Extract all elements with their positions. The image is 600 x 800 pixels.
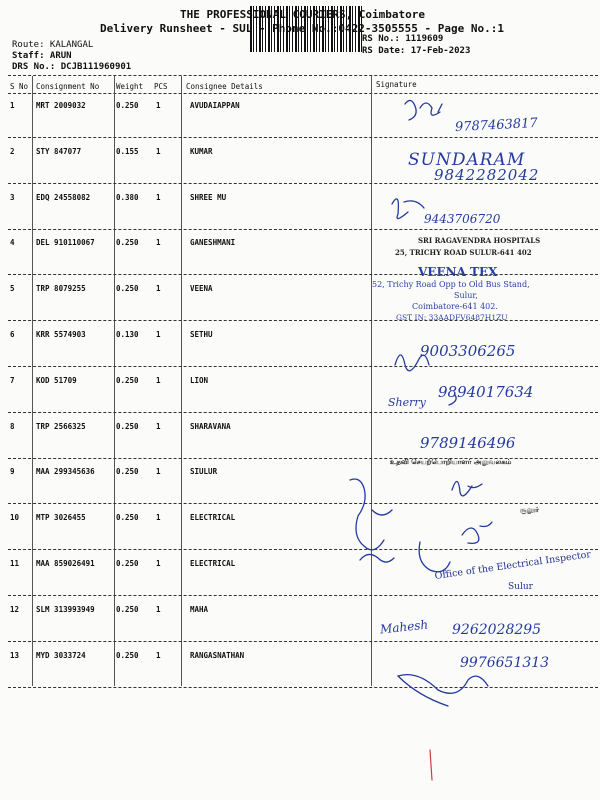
row-consignee: AVUDAIAPPAN <box>190 101 240 110</box>
row-weight: 0.250 <box>116 284 139 293</box>
row-consignee: VEENA <box>190 284 213 293</box>
col-header-pcs: PCS <box>154 82 168 91</box>
row-consignment-no: MAA 859026491 <box>36 559 95 568</box>
row-consignee: MAHA <box>190 605 209 614</box>
veena-stamp-addr1: 52, Trichy Road Opp to Old Bus Stand, <box>372 280 530 289</box>
row-weight: 0.250 <box>116 376 139 385</box>
signature-scribble <box>392 199 424 219</box>
staff-label: Staff: ARUN <box>12 51 72 61</box>
row-consignment-no: MAA 299345636 <box>36 467 95 476</box>
route-label: Route: KALANGAL <box>12 40 94 50</box>
row-weight: 0.380 <box>116 193 139 202</box>
row-pcs: 1 <box>156 422 161 431</box>
row-consignee: GANESHMANI <box>190 238 236 247</box>
handwritten-phone-row1: 9787463817 <box>454 115 539 136</box>
handwritten-phone-row2: 9842282042 <box>434 166 540 184</box>
row-consignment-no: EDQ 24558082 <box>36 193 91 202</box>
row-consignment-no: MTP 3026455 <box>36 513 86 522</box>
row-sno: 8 <box>10 422 15 431</box>
row-pcs: 1 <box>156 284 161 293</box>
row-pcs: 1 <box>156 513 161 522</box>
signature-scribble <box>430 750 432 780</box>
row-pcs: 1 <box>156 101 161 110</box>
row-weight: 0.130 <box>116 330 139 339</box>
drs-label: DRS No.: DCJB111960901 <box>12 62 132 72</box>
row-pcs: 1 <box>156 376 161 385</box>
row-pcs: 1 <box>156 147 161 156</box>
veena-stamp-addr3: Coimbatore-641 402. <box>412 302 498 311</box>
row-sno: 12 <box>10 605 20 614</box>
row-consignee: SIULUR <box>190 467 218 476</box>
row-consignee: KUMAR <box>190 147 213 156</box>
row-weight: 0.250 <box>116 651 139 660</box>
row-consignment-no: STY 847077 <box>36 147 82 156</box>
col-header-weight: Weight <box>116 82 144 91</box>
veena-stamp-name: VEENA TEX <box>418 265 498 279</box>
row-weight: 0.250 <box>116 605 139 614</box>
row-consignee: SHREE MU <box>190 193 227 202</box>
row-consignment-no: SLM 313993949 <box>36 605 95 614</box>
row-pcs: 1 <box>156 193 161 202</box>
row-weight: 0.250 <box>116 513 139 522</box>
row-sno: 9 <box>10 467 15 476</box>
row-consignment-no: KRR 5574903 <box>36 330 86 339</box>
signature-scribble <box>462 522 492 543</box>
row-consignment-no: TRP 8079255 <box>36 284 86 293</box>
row-pcs: 1 <box>156 559 161 568</box>
row-pcs: 1 <box>156 605 161 614</box>
handwritten-name-row7: Sherry <box>388 396 426 409</box>
row-consignment-no: MYD 3033724 <box>36 651 86 660</box>
col-header-signature: Signature <box>376 80 417 89</box>
rs-no-label: RS No.: 1119609 <box>362 34 444 44</box>
row-consignment-no: TRP 2566325 <box>36 422 86 431</box>
row-consignee: SHARAVANA <box>190 422 231 431</box>
row-consignee: ELECTRICAL <box>190 513 236 522</box>
row-consignee: LION <box>190 376 209 385</box>
row-consignment-no: MRT 2009032 <box>36 101 86 110</box>
row-sno: 1 <box>10 101 15 110</box>
col-header-consignment: Consignment No <box>36 82 100 91</box>
col-header-consignee: Consignee Details <box>186 82 263 91</box>
handwritten-phone-row6: 9003306265 <box>420 342 516 360</box>
signature-scribble <box>360 542 450 572</box>
handwritten-phone-row8: 9789146496 <box>420 434 516 452</box>
row-sno: 2 <box>10 147 15 156</box>
signature-scribble <box>398 675 488 706</box>
row-weight: 0.250 <box>116 559 139 568</box>
row-sno: 13 <box>10 651 20 660</box>
row-pcs: 1 <box>156 330 161 339</box>
veena-stamp-addr2: Sulur, <box>454 291 478 300</box>
row-consignee: SETHU <box>190 330 213 339</box>
signature-scribble <box>350 479 392 550</box>
hospital-stamp-line2: 25, TRICHY ROAD SULUR-641 402 <box>395 248 532 257</box>
handwritten-phone-row7: 9894017634 <box>438 383 534 401</box>
rs-date-label: RS Date: 17-Feb-2023 <box>362 46 471 56</box>
row-pcs: 1 <box>156 238 161 247</box>
row-weight: 0.250 <box>116 238 139 247</box>
row-sno: 10 <box>10 513 20 522</box>
handwritten-phone-row13: 9976651313 <box>460 655 550 671</box>
signature-scribble <box>405 100 442 120</box>
row-consignee: ELECTRICAL <box>190 559 236 568</box>
tamil-seal-text: உதவி செயற்பொறியாளர் அலுவலகம் <box>390 457 512 466</box>
row-weight: 0.250 <box>116 422 139 431</box>
electrical-stamp-line2: Sulur <box>508 582 533 592</box>
row-consignee: RANGASNATHAN <box>190 651 245 660</box>
row-consignment-no: DEL 910110067 <box>36 238 95 247</box>
handwritten-phone-row3: 9443706720 <box>424 212 501 226</box>
row-pcs: 1 <box>156 651 161 660</box>
company-title: THE PROFESSIONAL COURIERS, Coimbatore <box>180 8 426 21</box>
handwritten-phone-row12: 9262028295 <box>452 622 542 638</box>
row-pcs: 1 <box>156 467 161 476</box>
row-weight: 0.250 <box>116 467 139 476</box>
col-header-sno: S No <box>10 82 29 91</box>
electrical-stamp-line1: Office of the Electrical Inspector <box>434 549 592 582</box>
runsheet-title: Delivery Runsheet - SUL - Phone No.:0422-3505555 - Page No.:1 <box>100 22 504 35</box>
signature-scribble <box>452 481 482 495</box>
row-sno: 4 <box>10 238 15 247</box>
hospital-stamp-line1: SRI RAGAVENDRA HOSPITALS <box>418 236 541 245</box>
handwritten-name-row12: Mahesh <box>379 617 429 637</box>
row-weight: 0.155 <box>116 147 139 156</box>
row-sno: 6 <box>10 330 15 339</box>
veena-stamp-gst: GST IN: 33AADFV6487H1ZU <box>396 313 508 322</box>
row-consignment-no: KOD 51709 <box>36 376 77 385</box>
row-sno: 5 <box>10 284 15 293</box>
row-sno: 3 <box>10 193 15 202</box>
handwritten-name-row2: SUNDARAM <box>408 150 526 170</box>
row-weight: 0.250 <box>116 101 139 110</box>
tamil-seal-text-2: சூலூர் <box>520 505 539 514</box>
row-sno: 11 <box>10 559 20 568</box>
row-sno: 7 <box>10 376 15 385</box>
